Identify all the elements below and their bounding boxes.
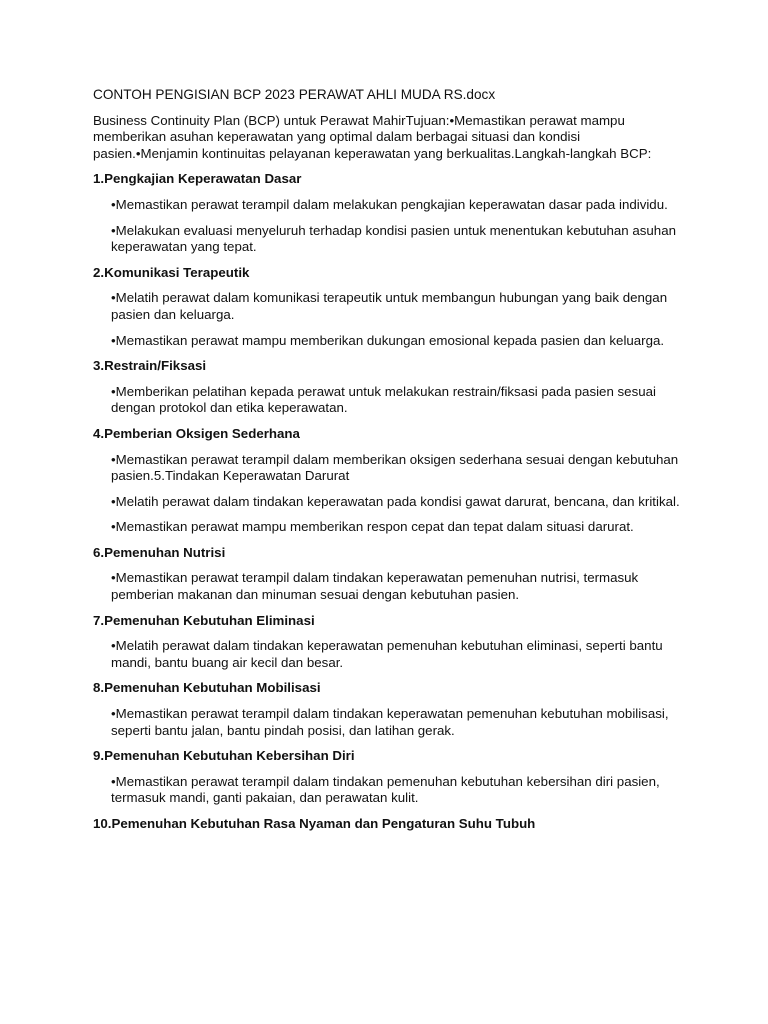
section-2 bbox=[93, 265, 683, 349]
bullet-item: •Memastikan perawat mampu memberikan dukungan emosional kepada pasien dan keluarga. bbox=[111, 332, 665, 348]
section-heading: 7.Pemenuhan Kebutuhan Eliminasi bbox=[93, 612, 315, 628]
section-heading: 9.Pemenuhan Kebutuhan Kebersihan Diri bbox=[93, 748, 355, 764]
bullet-item: •Melatih perawat dalam tindakan keperawatan pemenuhan kebutuhan eliminasi, seperti bantu mandi, bantu buang air kecil dan besar. bbox=[111, 638, 663, 670]
section-3 bbox=[93, 358, 683, 417]
section-10 bbox=[93, 816, 683, 833]
section-8 bbox=[93, 680, 683, 739]
bullet-item: •Melakukan evaluasi menyeluruh terhadap kondisi pasien untuk menentukan kebutuhan asuhan keperawatan yang tepat. bbox=[111, 222, 676, 255]
bullet-item: •Memberikan pelatihan kepada perawat untuk melakukan restrain/fiksasi pada pasien sesuai dengan protokol dan etika keperawatan. bbox=[111, 383, 656, 416]
section-heading: 8.Pemenuhan Kebutuhan Mobilisasi bbox=[93, 680, 321, 696]
section-heading: 1.Pengkajian Keperawatan Dasar bbox=[93, 171, 302, 187]
section-9 bbox=[93, 748, 683, 807]
document-body bbox=[93, 87, 683, 842]
section-4 bbox=[93, 426, 683, 536]
section-heading: 3.Restrain/Fiksasi bbox=[93, 358, 207, 374]
bullet-item: •Melatih perawat dalam komunikasi terapeutik untuk membangun hubungan yang baik dengan pasien dan keluarga. bbox=[111, 290, 668, 322]
bullet-item: •Memastikan perawat mampu memberikan respon cepat dan tepat dalam situasi darurat. bbox=[111, 519, 634, 535]
section-6 bbox=[93, 545, 683, 604]
bullet-item: •Memastikan perawat terampil dalam melakukan pengkajian keperawatan dasar pada individu. bbox=[111, 196, 668, 212]
bullet-item: •Melatih perawat dalam tindakan keperawatan pada kondisi gawat darurat, bencana, dan kritikal. bbox=[111, 493, 680, 509]
section-7 bbox=[93, 613, 683, 672]
section-heading: 4.Pemberian Oksigen Sederhana bbox=[93, 425, 300, 441]
section-heading: 2.Komunikasi Terapeutik bbox=[93, 264, 250, 280]
section-1 bbox=[93, 171, 683, 255]
bullet-item: •Memastikan perawat terampil dalam tindakan pemenuhan kebutuhan kebersihan diri pasien, termasuk mandi, ganti pakaian, dan perawatan kulit. bbox=[111, 773, 660, 806]
bullet-item: •Memastikan perawat terampil dalam tindakan keperawatan pemenuhan nutrisi, termasuk pemberian makanan dan minuman sesuai dengan kebutuhan pasien. bbox=[111, 570, 639, 603]
section-heading: 6.Pemenuhan Nutrisi bbox=[93, 544, 226, 560]
bullet-item: •Memastikan perawat terampil dalam memberikan oksigen sederhana sesuai dengan kebutuhan pasien.5.Tindakan Keperawatan Darurat bbox=[111, 451, 679, 484]
intro-paragraph: Business Continuity Plan (BCP) untuk Perawat MahirTujuan:•Memastikan perawat mampu memberikan asuhan keperawatan yang optimal dalam berbagai situasi dan kondisi pasien.•Menjamin kontinuitas pelayanan keperawatan yang berkualitas.Langkah-langkah BCP: bbox=[93, 112, 652, 161]
bullet-item: •Memastikan perawat terampil dalam tindakan keperawatan pemenuhan kebutuhan mobilisasi, seperti bantu jalan, bantu pindah posisi, dan latihan gerak. bbox=[111, 706, 669, 738]
section-heading: 10.Pemenuhan Kebutuhan Rasa Nyaman dan Pengaturan Suhu Tubuh bbox=[93, 816, 536, 831]
document-title: CONTOH PENGISIAN BCP 2023 PERAWAT AHLI MUDA RS.docx bbox=[93, 87, 496, 102]
